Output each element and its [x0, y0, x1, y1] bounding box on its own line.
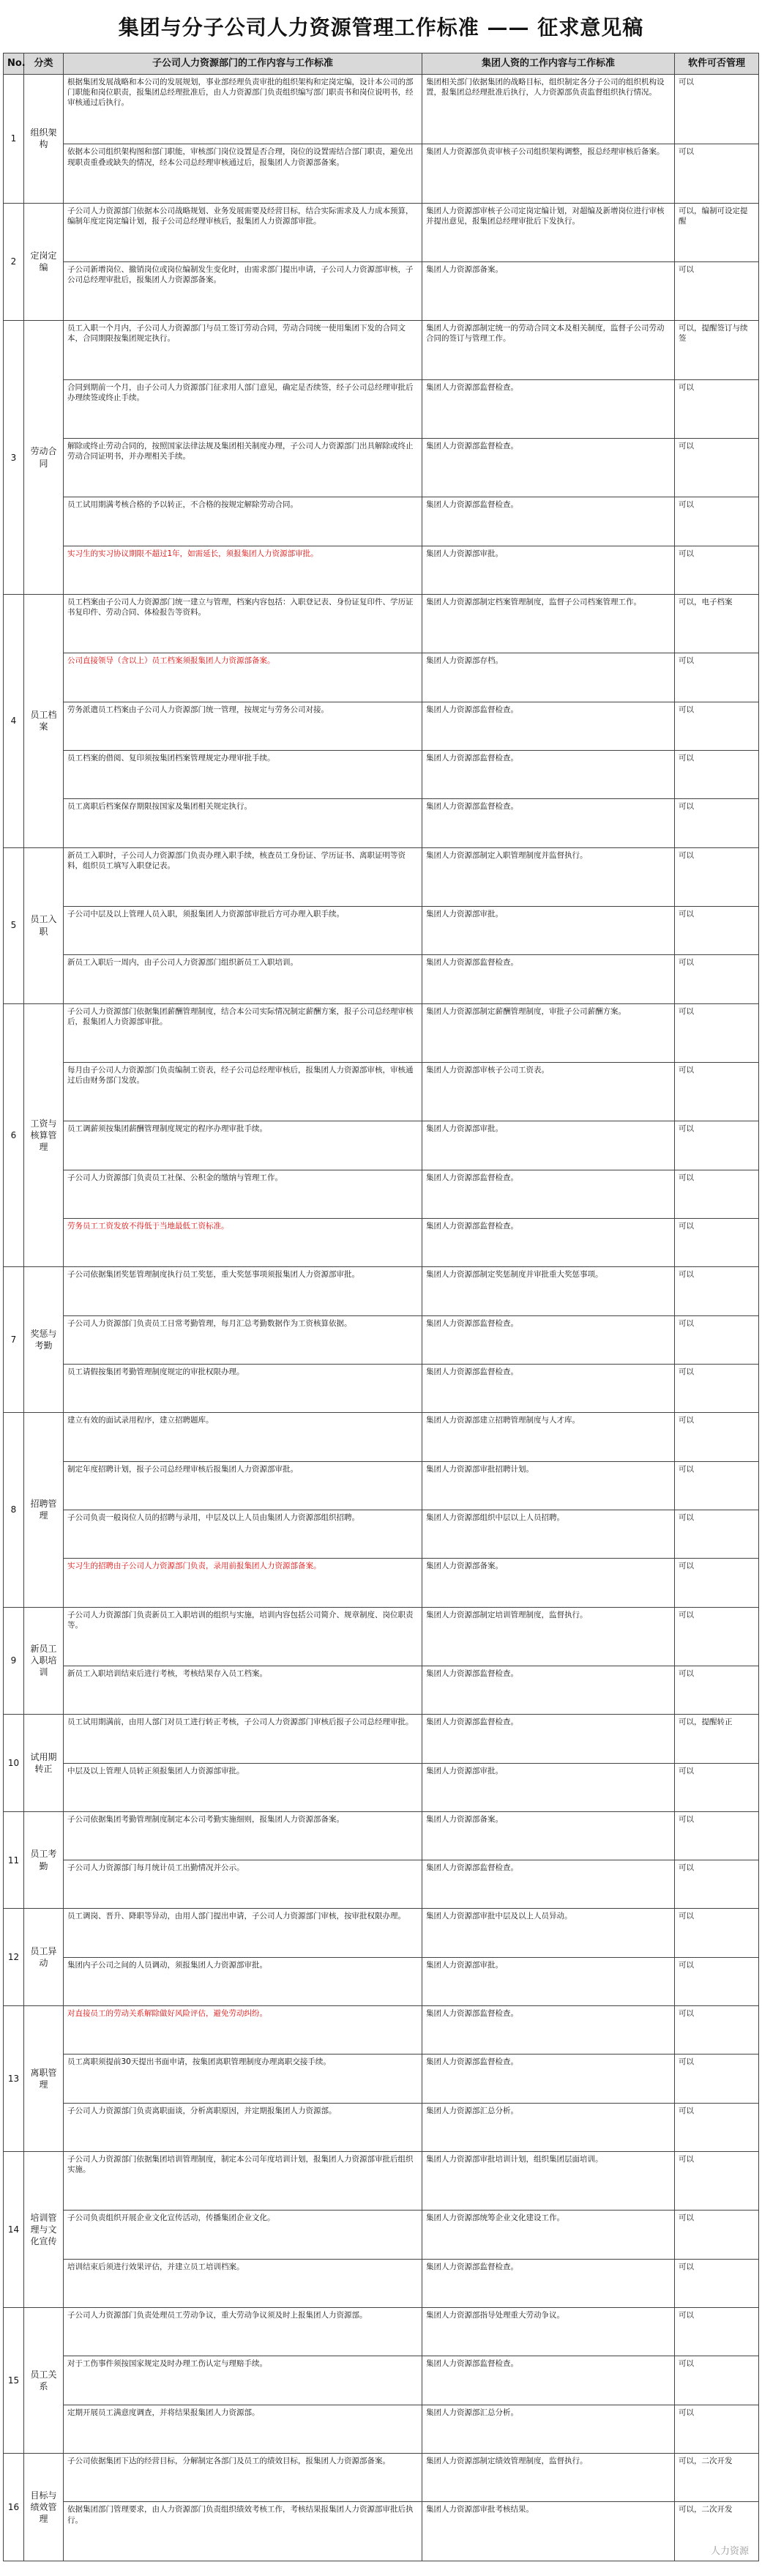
table-row	[4, 1957, 759, 2005]
table-row	[4, 1715, 759, 1763]
subsidiary-cell: 员工档案由子公司人力资源部门统一建立与管理，档案内容包括：入职登记表、身份证复印件、学历证书复印件、劳动合同、体检报告等资料。	[64, 594, 422, 653]
group-cell: 集团人力资源部指导处理重大劳动争议。	[422, 2308, 675, 2356]
table-row	[4, 1461, 759, 1510]
row-category: 目标与绩效管理	[24, 2454, 64, 2561]
software-cell: 可以	[675, 261, 759, 320]
subsidiary-cell: 员工调岗、晋升、降职等异动，由用人部门提出申请，子公司人力资源部门审核，按审批权限办理。	[64, 1909, 422, 1957]
col-subsidiary: 子公司人力资源部门的工作内容与工作标准	[64, 53, 422, 75]
row-number: 4	[4, 594, 24, 847]
software-cell: 可以	[675, 2308, 759, 2356]
group-cell: 集团人力资源部监督检查。	[422, 1860, 675, 1909]
software-cell: 可以	[675, 1957, 759, 2005]
subsidiary-cell: 制定年度招聘计划，报子公司总经理审核后报集团人力资源部审批。	[64, 1461, 422, 1510]
group-cell: 集团人力资源部监督检查。	[422, 1715, 675, 1763]
table-row	[4, 2454, 759, 2502]
subsidiary-cell: 培训结束后须进行效果评估，并建立员工培训档案。	[64, 2259, 422, 2307]
subsidiary-cell: 定期开展员工满意度调查，并将结果报集团人力资源部。	[64, 2405, 422, 2453]
subsidiary-cell: 员工离职后档案保存期限按国家及集团相关规定执行。	[64, 799, 422, 847]
software-cell: 可以	[675, 1559, 759, 1607]
row-number: 1	[4, 75, 24, 204]
row-number: 7	[4, 1267, 24, 1413]
software-cell: 可以	[675, 2259, 759, 2307]
software-cell: 可以	[675, 799, 759, 847]
software-cell: 可以	[675, 1666, 759, 1714]
table-row	[4, 144, 759, 203]
table-row	[4, 594, 759, 653]
subsidiary-cell: 子公司人力资源部门负责新员工入职培训的组织与实施，培训内容包括公司简介、规章制度、岗位职责等。	[64, 1607, 422, 1666]
table-row	[4, 1315, 759, 1364]
subsidiary-cell: 子公司人力资源部门负责离职面谈，分析离职原因，并定期报集团人力资源部。	[64, 2103, 422, 2151]
table-row	[4, 497, 759, 546]
subsidiary-cell: 公司直接领导（含以上）员工档案须报集团人力资源部备案。	[64, 653, 422, 702]
table-row	[4, 75, 759, 144]
subsidiary-cell: 依据集团部门管理要求，由人力资源部门负责组织绩效考核工作，考核结果报集团人力资源部审批后执行。	[64, 2502, 422, 2561]
software-cell: 可以	[675, 847, 759, 906]
row-category: 招聘管理	[24, 1413, 64, 1607]
software-cell: 可以	[675, 546, 759, 594]
row-category: 离职管理	[24, 2006, 64, 2152]
subsidiary-cell: 子公司依据集团考勤管理制度制定本公司考勤实施细则，报集团人力资源部备案。	[64, 1811, 422, 1860]
software-cell: 可以	[675, 75, 759, 144]
subsidiary-cell: 子公司人力资源部门依据集团培训管理制度，制定本公司年度培训计划，报集团人力资源部审批后组织实施。	[64, 2152, 422, 2211]
table-row	[4, 2259, 759, 2307]
software-cell: 可以	[675, 1860, 759, 1909]
subsidiary-cell: 员工请假按集团考勤管理制度规定的审批权限办理。	[64, 1364, 422, 1412]
row-category: 定岗定编	[24, 203, 64, 321]
col-category: 分类	[24, 53, 64, 75]
table-row	[4, 847, 759, 906]
row-category: 试用期转正	[24, 1715, 64, 1812]
software-cell: 可以	[675, 702, 759, 750]
table-row	[4, 1413, 759, 1461]
group-cell: 集团人力资源部制定薪酬管理制度，审批子公司薪酬方案。	[422, 1003, 675, 1062]
subsidiary-cell: 员工档案的借阅、复印须按集团档案管理规定办理审批手续。	[64, 750, 422, 798]
subsidiary-cell: 子公司依据集团下达的经营目标，分解制定各部门及员工的绩效目标，报集团人力资源部备案。	[64, 2454, 422, 2502]
row-number: 2	[4, 203, 24, 321]
group-cell: 集团人力资源部监督检查。	[422, 2006, 675, 2055]
row-category: 奖惩与考勤	[24, 1267, 64, 1413]
table-row	[4, 1559, 759, 1607]
software-cell: 可以，电子档案	[675, 594, 759, 653]
table-row	[4, 799, 759, 847]
group-cell: 集团人力资源部备案。	[422, 1559, 675, 1607]
group-cell: 集团人力资源部监督检查。	[422, 2356, 675, 2405]
table-row	[4, 2055, 759, 2103]
table-row	[4, 1218, 759, 1266]
row-number: 5	[4, 847, 24, 1003]
row-number: 15	[4, 2308, 24, 2454]
row-number: 10	[4, 1715, 24, 1812]
table-row	[4, 2152, 759, 2211]
subsidiary-cell: 子公司人力资源部门负责员工日常考勤管理，每月汇总考勤数据作为工资核算依据。	[64, 1315, 422, 1364]
subsidiary-cell: 员工离职须提前30天提出书面申请，按集团离职管理制度办理离职交接手续。	[64, 2055, 422, 2103]
software-cell: 可以	[675, 2103, 759, 2151]
row-number: 13	[4, 2006, 24, 2152]
software-cell: 可以	[675, 653, 759, 702]
software-cell: 可以	[675, 1062, 759, 1121]
software-cell: 可以	[675, 2055, 759, 2103]
table-row	[4, 546, 759, 594]
table-row	[4, 438, 759, 497]
group-cell: 集团人力资源部制定奖惩制度并审批重大奖惩事项。	[422, 1267, 675, 1315]
subsidiary-cell: 对直接员工的劳动关系解除做好风险评估，避免劳动纠纷。	[64, 2006, 422, 2055]
software-cell: 可以	[675, 750, 759, 798]
table-row	[4, 1364, 759, 1412]
subsidiary-cell: 新员工入职后一周内，由子公司人力资源部门组织新员工入职培训。	[64, 955, 422, 1003]
subsidiary-cell: 新员工入职培训结束后进行考核，考核结果存入员工档案。	[64, 1666, 422, 1714]
col-group: 集团人资的工作内容与工作标准	[422, 53, 675, 75]
group-cell: 集团人力资源部监督检查。	[422, 497, 675, 546]
group-cell: 集团相关部门依据集团的战略目标，组织制定各分子公司的组织机构设置，报集团总经理批准后执行，人力资源部负责监督组织执行情况。	[422, 75, 675, 144]
table-body	[4, 75, 759, 2561]
group-cell: 集团人力资源部审核子公司定岗定编计划，对超编及新增岗位进行审核并提出意见，报集团总经理审批后下发执行。	[422, 203, 675, 261]
row-number: 11	[4, 1811, 24, 1909]
software-cell: 可以	[675, 1003, 759, 1062]
table-row	[4, 955, 759, 1003]
standards-table	[3, 53, 759, 2561]
table-row	[4, 2502, 759, 2561]
software-cell: 可以	[675, 1267, 759, 1315]
row-number: 14	[4, 2152, 24, 2308]
group-cell: 集团人力资源部监督检查。	[422, 438, 675, 497]
table-row	[4, 906, 759, 954]
group-cell: 集团人力资源部统筹企业文化建设工作。	[422, 2211, 675, 2259]
software-cell: 可以	[675, 1218, 759, 1266]
group-cell: 集团人力资源部监督检查。	[422, 379, 675, 438]
software-cell: 可以	[675, 906, 759, 954]
group-cell: 集团人力资源部审批。	[422, 1763, 675, 1811]
group-cell: 集团人力资源部备案。	[422, 261, 675, 320]
subsidiary-cell: 子公司人力资源部门依据本公司战略规划、业务发展需要及经营目标，结合实际需求及人力成本预算，编制年度定岗定编计划，报子公司总经理审核后，报集团人力资源部审批。	[64, 203, 422, 261]
row-category: 培训管理与文化宣传	[24, 2152, 64, 2308]
software-cell: 可以	[675, 438, 759, 497]
software-cell: 可以	[675, 2211, 759, 2259]
group-cell: 集团人力资源部监督检查。	[422, 1315, 675, 1364]
table-row	[4, 1510, 759, 1558]
table-row	[4, 702, 759, 750]
table-row	[4, 321, 759, 379]
row-number: 12	[4, 1909, 24, 2006]
software-cell: 可以	[675, 1510, 759, 1558]
row-category: 工资与核算管理	[24, 1003, 64, 1267]
subsidiary-cell: 中层及以上管理人员转正须报集团人力资源部审批。	[64, 1763, 422, 1811]
table-row	[4, 1062, 759, 1121]
group-cell: 集团人力资源部审批中层及以上人员异动。	[422, 1909, 675, 1957]
table-row	[4, 261, 759, 320]
software-cell: 可以	[675, 1461, 759, 1510]
group-cell: 集团人力资源部监督检查。	[422, 1666, 675, 1714]
page-title: 集团与分子公司人力资源管理工作标准 —— 征求意见稿	[118, 15, 644, 40]
group-cell: 集团人力资源部汇总分析。	[422, 2405, 675, 2453]
software-cell: 可以，二次开发	[675, 2454, 759, 2502]
table-row	[4, 1909, 759, 1957]
group-cell: 集团人力资源部制定绩效管理制度，监督执行。	[422, 2454, 675, 2502]
table-header	[4, 53, 759, 75]
group-cell: 集团人力资源部汇总分析。	[422, 2103, 675, 2151]
table-row	[4, 203, 759, 261]
subsidiary-cell: 解除或终止劳动合同的，按照国家法律法规及集团相关制度办理，子公司人力资源部门出具解除或终止劳动合同证明书，并办理相关手续。	[64, 438, 422, 497]
software-cell: 可以，编制可设定提醒	[675, 203, 759, 261]
table-row	[4, 1170, 759, 1218]
group-cell: 集团人力资源部负责审核子公司组织架构调整，报总经理审核后备案。	[422, 144, 675, 203]
group-cell: 集团人力资源部审批培训计划，组织集团层面培训。	[422, 2152, 675, 2211]
subsidiary-cell: 实习生的招聘由子公司人力资源部门负责，录用前报集团人力资源部备案。	[64, 1559, 422, 1607]
group-cell: 集团人力资源部监督检查。	[422, 750, 675, 798]
group-cell: 集团人力资源部监督检查。	[422, 702, 675, 750]
software-cell: 可以	[675, 497, 759, 546]
group-cell: 集团人力资源部监督检查。	[422, 1218, 675, 1266]
table-row	[4, 2405, 759, 2453]
software-cell: 可以，二次开发	[675, 2502, 759, 2561]
software-cell: 可以	[675, 144, 759, 203]
watermark: 人力资源	[710, 2546, 749, 2557]
software-cell: 可以	[675, 1170, 759, 1218]
row-category: 组织架构	[24, 75, 64, 204]
group-cell: 集团人力资源部审批招聘计划。	[422, 1461, 675, 1510]
table-row	[4, 1811, 759, 1860]
software-cell: 可以	[675, 2152, 759, 2211]
subsidiary-cell: 劳务员工工资发放不得低于当地最低工资标准。	[64, 1218, 422, 1266]
software-cell: 可以	[675, 1811, 759, 1860]
table-row	[4, 1003, 759, 1062]
group-cell: 集团人力资源部审批考核结果。	[422, 2502, 675, 2561]
row-category: 劳动合同	[24, 321, 64, 595]
subsidiary-cell: 合同到期前一个月，由子公司人力资源部门征求用人部门意见，确定是否续签，经子公司总经理审批后办理续签或终止手续。	[64, 379, 422, 438]
subsidiary-cell: 子公司负责组织开展企业文化宣传活动，传播集团企业文化。	[64, 2211, 422, 2259]
table-row	[4, 1860, 759, 1909]
subsidiary-cell: 依据本公司组织架构图和部门职能，审核部门岗位设置是否合理，岗位的设置需结合部门职责，避免出现职责重叠或缺失的情况，经本公司总经理审核通过后，报集团人力资源部备案。	[64, 144, 422, 203]
subsidiary-cell: 劳务派遣员工档案由子公司人力资源部门统一管理，按规定与劳务公司对接。	[64, 702, 422, 750]
subsidiary-cell: 员工试用期满前，由用人部门对员工进行转正考核，子公司人力资源部门审核后报子公司总经理审批。	[64, 1715, 422, 1763]
group-cell: 集团人力资源部审批。	[422, 546, 675, 594]
col-no: No.	[4, 53, 24, 75]
row-number: 3	[4, 321, 24, 595]
table-row	[4, 750, 759, 798]
table-row	[4, 1267, 759, 1315]
group-cell: 集团人力资源部审批。	[422, 906, 675, 954]
software-cell: 可以	[675, 1763, 759, 1811]
software-cell: 可以	[675, 1315, 759, 1364]
subsidiary-cell: 新员工入职时，子公司人力资源部门负责办理入职手续，核查员工身份证、学历证书、离职证明等资料，组织员工填写入职登记表。	[64, 847, 422, 906]
subsidiary-cell: 根据集团发展战略和本公司的发展规划，事业部经理负责审批的组织架构和定岗定编，设计本公司的部门职能和岗位职责，报集团总经理批准后，由人力资源部门负责组织编写部门职责书和岗位说明书，经审核通过后执行。	[64, 75, 422, 144]
group-cell: 集团人力资源部监督检查。	[422, 955, 675, 1003]
subsidiary-cell: 员工入职一个月内，子公司人力资源部门与员工签订劳动合同，劳动合同统一使用集团下发的合同文本，合同期限按集团规定执行。	[64, 321, 422, 379]
row-number: 9	[4, 1607, 24, 1715]
table-row	[4, 2006, 759, 2055]
table-row	[4, 653, 759, 702]
software-cell: 可以，提醒签订与续签	[675, 321, 759, 379]
group-cell: 集团人力资源部监督检查。	[422, 799, 675, 847]
row-category: 员工档案	[24, 594, 64, 847]
subsidiary-cell: 实习生的实习协议期限不超过1年，如需延长，须报集团人力资源部审批。	[64, 546, 422, 594]
subsidiary-cell: 对于工伤事件须按国家规定及时办理工伤认定与理赔手续。	[64, 2356, 422, 2405]
subsidiary-cell: 集团内子公司之间的人员调动，须报集团人力资源部审批。	[64, 1957, 422, 2005]
table-row	[4, 1666, 759, 1714]
subsidiary-cell: 子公司人力资源部门负责员工社保、公积金的缴纳与管理工作。	[64, 1170, 422, 1218]
software-cell: 可以	[675, 1121, 759, 1170]
table-row	[4, 2211, 759, 2259]
subsidiary-cell: 子公司依据集团奖惩管理制度执行员工奖惩，重大奖惩事项须报集团人力资源部审批。	[64, 1267, 422, 1315]
software-cell: 可以	[675, 379, 759, 438]
group-cell: 集团人力资源部制定入职管理制度并监督执行。	[422, 847, 675, 906]
software-cell: 可以	[675, 1607, 759, 1666]
row-category: 员工考勤	[24, 1811, 64, 1909]
group-cell: 集团人力资源部监督检查。	[422, 1364, 675, 1412]
group-cell: 集团人力资源部组织中层以上人员招聘。	[422, 1510, 675, 1558]
table-row	[4, 2103, 759, 2151]
table-row	[4, 2356, 759, 2405]
subsidiary-cell: 子公司负责一般岗位人员的招聘与录用，中层及以上人员由集团人力资源部组织招聘。	[64, 1510, 422, 1558]
table-row	[4, 1607, 759, 1666]
group-cell: 集团人力资源部制定培训管理制度，监督执行。	[422, 1607, 675, 1666]
software-cell: 可以，提醒转正	[675, 1715, 759, 1763]
row-category: 员工关系	[24, 2308, 64, 2454]
subsidiary-cell: 子公司人力资源部门每月统计员工出勤情况并公示。	[64, 1860, 422, 1909]
software-cell: 可以	[675, 2006, 759, 2055]
software-cell: 可以	[675, 1909, 759, 1957]
group-cell: 集团人力资源部监督检查。	[422, 2259, 675, 2307]
row-number: 16	[4, 2454, 24, 2561]
table-row	[4, 1763, 759, 1811]
group-cell: 集团人力资源部备案。	[422, 1811, 675, 1860]
row-category: 员工入职	[24, 847, 64, 1003]
group-cell: 集团人力资源部监督检查。	[422, 2055, 675, 2103]
subsidiary-cell: 员工试用期满考核合格的予以转正，不合格的按规定解除劳动合同。	[64, 497, 422, 546]
table-row	[4, 1121, 759, 1170]
row-category: 员工异动	[24, 1909, 64, 2006]
subsidiary-cell: 子公司中层及以上管理人员入职，须报集团人力资源部审批后方可办理入职手续。	[64, 906, 422, 954]
software-cell: 可以	[675, 2356, 759, 2405]
group-cell: 集团人力资源部建立招聘管理制度与人才库。	[422, 1413, 675, 1461]
group-cell: 集团人力资源部审核子公司工资表。	[422, 1062, 675, 1121]
subsidiary-cell: 员工调薪须按集团薪酬管理制度规定的程序办理审批手续。	[64, 1121, 422, 1170]
row-number: 8	[4, 1413, 24, 1607]
software-cell: 可以	[675, 955, 759, 1003]
row-category: 新员工入职培训	[24, 1607, 64, 1715]
subsidiary-cell: 子公司人力资源部门负责处理员工劳动争议，重大劳动争议须及时上报集团人力资源部。	[64, 2308, 422, 2356]
group-cell: 集团人力资源部监督检查。	[422, 1170, 675, 1218]
subsidiary-cell: 子公司人力资源部门依据集团薪酬管理制度，结合本公司实际情况制定薪酬方案，报子公司总经理审核后，报集团人力资源部审批。	[64, 1003, 422, 1062]
row-number: 6	[4, 1003, 24, 1267]
table-row	[4, 2308, 759, 2356]
group-cell: 集团人力资源部制定统一的劳动合同文本及相关制度，监督子公司劳动合同的签订与管理工作。	[422, 321, 675, 379]
software-cell: 可以	[675, 1413, 759, 1461]
group-cell: 集团人力资源部审批。	[422, 1121, 675, 1170]
group-cell: 集团人力资源部制定档案管理制度，监督子公司档案管理工作。	[422, 594, 675, 653]
subsidiary-cell: 子公司新增岗位、撤销岗位或岗位编制发生变化时，由需求部门提出申请，子公司人力资源部审核，子公司总经理审批后，报集团人力资源部备案。	[64, 261, 422, 320]
table-row	[4, 379, 759, 438]
group-cell: 集团人力资源部审批。	[422, 1957, 675, 2005]
group-cell: 集团人力资源部存档。	[422, 653, 675, 702]
software-cell: 可以	[675, 1364, 759, 1412]
software-cell: 可以	[675, 2405, 759, 2453]
subsidiary-cell: 建立有效的面试录用程序，建立招聘题库。	[64, 1413, 422, 1461]
col-software: 软件可否管理	[675, 53, 759, 75]
subsidiary-cell: 每月由子公司人力资源部门负责编制工资表，经子公司总经理审核后，报集团人力资源部审核，审核通过后由财务部门发放。	[64, 1062, 422, 1121]
